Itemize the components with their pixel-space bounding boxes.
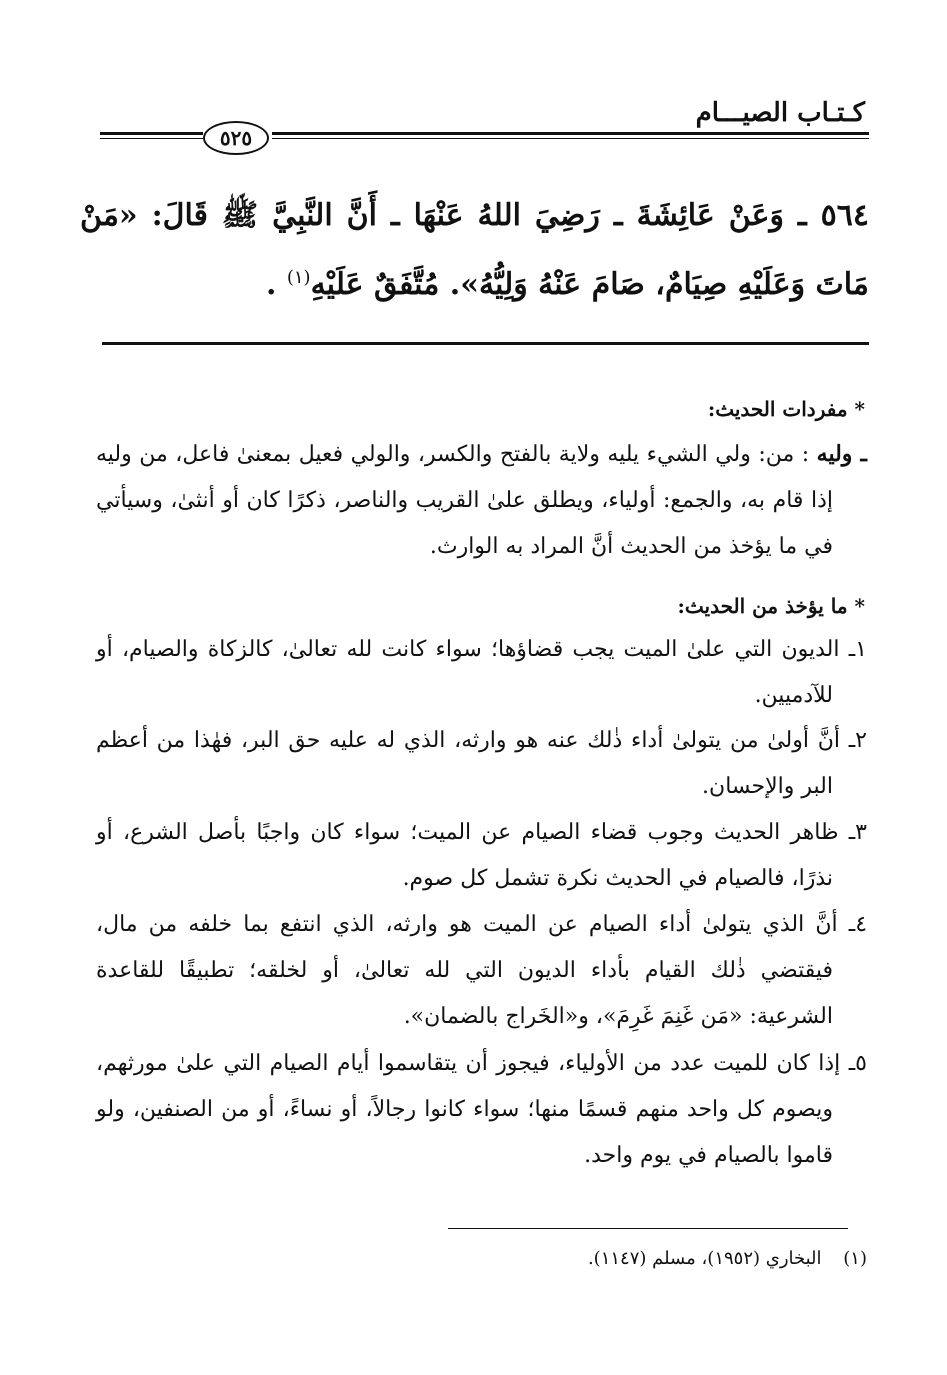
lesson-number: ٣ـ <box>848 820 867 845</box>
page-number: ٥٢٥ <box>219 126 253 150</box>
footnote <box>588 1244 867 1274</box>
lesson-text: إذا كان للميت عدد من الأولياء، فيجوز أن يتقاسموا أيام الصيام التي علىٰ مورثهم، ويصوم كل واحد منهم قسمًا منها؛ سواء كانوا رجالاً، أو نساءً، أو من الصنفين، ولو قاموا بالصيام في يوم واحد. <box>96 1051 841 1168</box>
hadith-separator-rule <box>102 342 869 345</box>
lesson-text: أنَّ الذي يتولىٰ أداء الصيام عن الميت هو وارثه، الذي انتفع بما خلفه من مال، فيقتضي ذٰلك القيام بأداء الديون التي لله تعالىٰ، أو لخلقه؛ تطبيقًا للقاعدة الشرعية: «مَن غَنِمَ غَرِمَ»، و«الخَراج بالضمان». <box>96 912 838 1029</box>
lesson-item <box>96 902 867 1040</box>
lesson-number: ٥ـ <box>848 1051 867 1076</box>
footnote-marker: (١) <box>843 1248 867 1269</box>
footnote-text: البخاري (١٩٥٢)، مسلم (١١٤٧). <box>587 1248 822 1269</box>
hadith-text: وَعَنْ عَائِشَةَ ـ رَضِيَ اللهُ عَنْهَا ـ أَنَّ النَّبِيَّ ﷺ قَالَ: «مَنْ مَاتَ وَعَلَيْهِ صِيَامٌ، صَامَ عَنْهُ وَلِيُّهُ». مُتَّفَقٌ عَلَيْهِ <box>80 198 869 302</box>
hadith-text-block <box>80 185 869 316</box>
lesson-item <box>96 1041 867 1179</box>
header-rule <box>272 132 869 139</box>
lesson-text: الديون التي علىٰ الميت يجب قضاؤها؛ سواء كانت لله تعالىٰ، كالزكاة والصيام، أو للآدميين. <box>96 637 840 708</box>
lesson-item <box>96 810 867 902</box>
footnote-reference: (١) <box>286 267 311 288</box>
lesson-number: ٢ـ <box>848 728 867 753</box>
header-rule-left <box>100 132 203 139</box>
footnote-separator-rule <box>448 1228 848 1229</box>
hadith-end: . <box>265 267 287 302</box>
lesson-item <box>96 718 867 810</box>
lesson-text: ظاهر الحديث وجوب قضاء الصيام عن الميت؛ سواء كان واجبًا بأصل الشرع، أو نذرًا، فالصيام في الحديث نكرة تشمل كل صوم. <box>96 820 839 891</box>
vocabulary-heading: * مفردات الحديث: <box>707 397 865 421</box>
vocabulary-term: ـ وليه <box>816 441 867 467</box>
lesson-text: أنَّ أولىٰ من يتولىٰ أداء ذٰلك عنه هو وارثه، الذي له عليه حق البر، فهٰذا من أعظم البر والإحسان. <box>96 728 840 799</box>
page-number-frame <box>203 121 269 155</box>
vocabulary-definition: : من: ولي الشيء يليه ولاية بالفتح والكسر، والولي فعيل بمعنىٰ فاعل، من وليه إذا قام به، والجمع: أولياء، ويطلق علىٰ القريب والناصر، ذكرًا كان أو أنثىٰ، وسيأتي في ما يؤخذ من الحديث أنَّ المراد به الوارث. <box>96 442 833 559</box>
lesson-number: ٤ـ <box>848 912 868 937</box>
hadith-number: ٥٦٤ ـ <box>797 198 869 233</box>
lesson-item <box>96 627 867 719</box>
vocabulary-entry <box>96 431 867 570</box>
running-header-title: كـتـاب الصيـــام <box>695 98 865 128</box>
lessons-heading: * ما يؤخذ من الحديث: <box>677 594 865 618</box>
lesson-number: ١ـ <box>848 637 867 662</box>
